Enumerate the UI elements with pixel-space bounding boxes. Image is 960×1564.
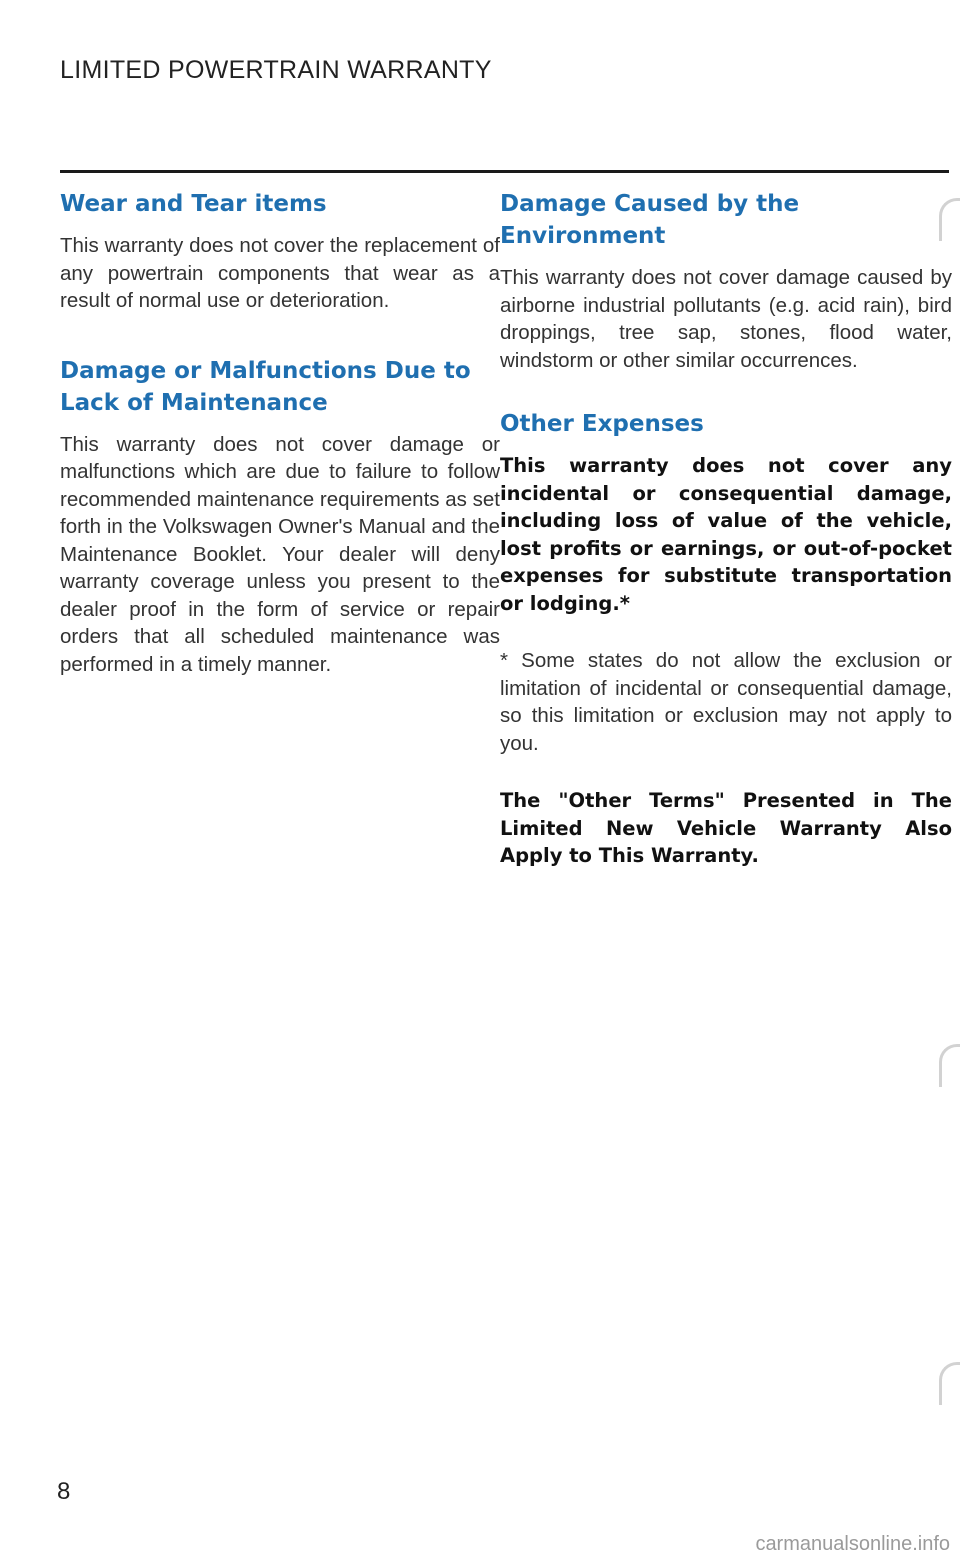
binder-ring-mark [939,1044,960,1087]
section-heading-wear-and-tear: Wear and Tear items [60,191,327,217]
page-header: LIMITED POWERTRAIN WARRANTY [60,56,492,84]
header-rule [60,170,949,173]
watermark: carmanualsonline.info [755,1533,950,1555]
binder-ring-mark [939,198,960,241]
other-expenses-statement: This warranty does not cover any incidental or consequential damage, including loss of value of the vehicle, lost profits or earnings, or out-of-pocket expenses for substitute transportation or lodging.* [500,454,952,615]
footnote: * Some states do not allow the exclusion or limitation of incidental or consequential damage, so this limitation or exclusion may not apply to you. [500,649,952,755]
section-body-lack-of-maintenance: This warranty does not cover damage or malfunctions which are due to failure to follow recommended maintenance requirements as set forth in the Volkswagen Owner's Manual and the Maintenance Booklet. Your dealer will deny warranty coverage unless you present to the dealer proof in the form of service or repair orders that all scheduled maintenance was performed in a timely manner. [60,432,500,676]
section-heading-environment: Damage Caused by the Environment [500,191,800,249]
section-heading-other-expenses: Other Expenses [500,411,704,437]
section-body-environment: This warranty does not cover damage caused by airborne industrial pollutants (e.g. acid rain), bird droppings, tree sap, stones, flood water, windstorm or other similar occurrences. [500,266,952,372]
left-column [60,188,500,718]
right-column [500,188,952,900]
page-number: 8 [57,1478,71,1505]
binder-ring-mark [939,1362,960,1405]
section-body-wear-and-tear: This warranty does not cover the replacement of any powertrain components that wear as a result of normal use or deterioration. [60,234,500,312]
section-heading-lack-of-maintenance: Damage or Malfunctions Due to Lack of Maintenance [60,357,471,416]
closing-statement: The "Other Terms" Presented in The Limited New Vehicle Warranty Also Apply to This Warranty. [500,789,952,867]
